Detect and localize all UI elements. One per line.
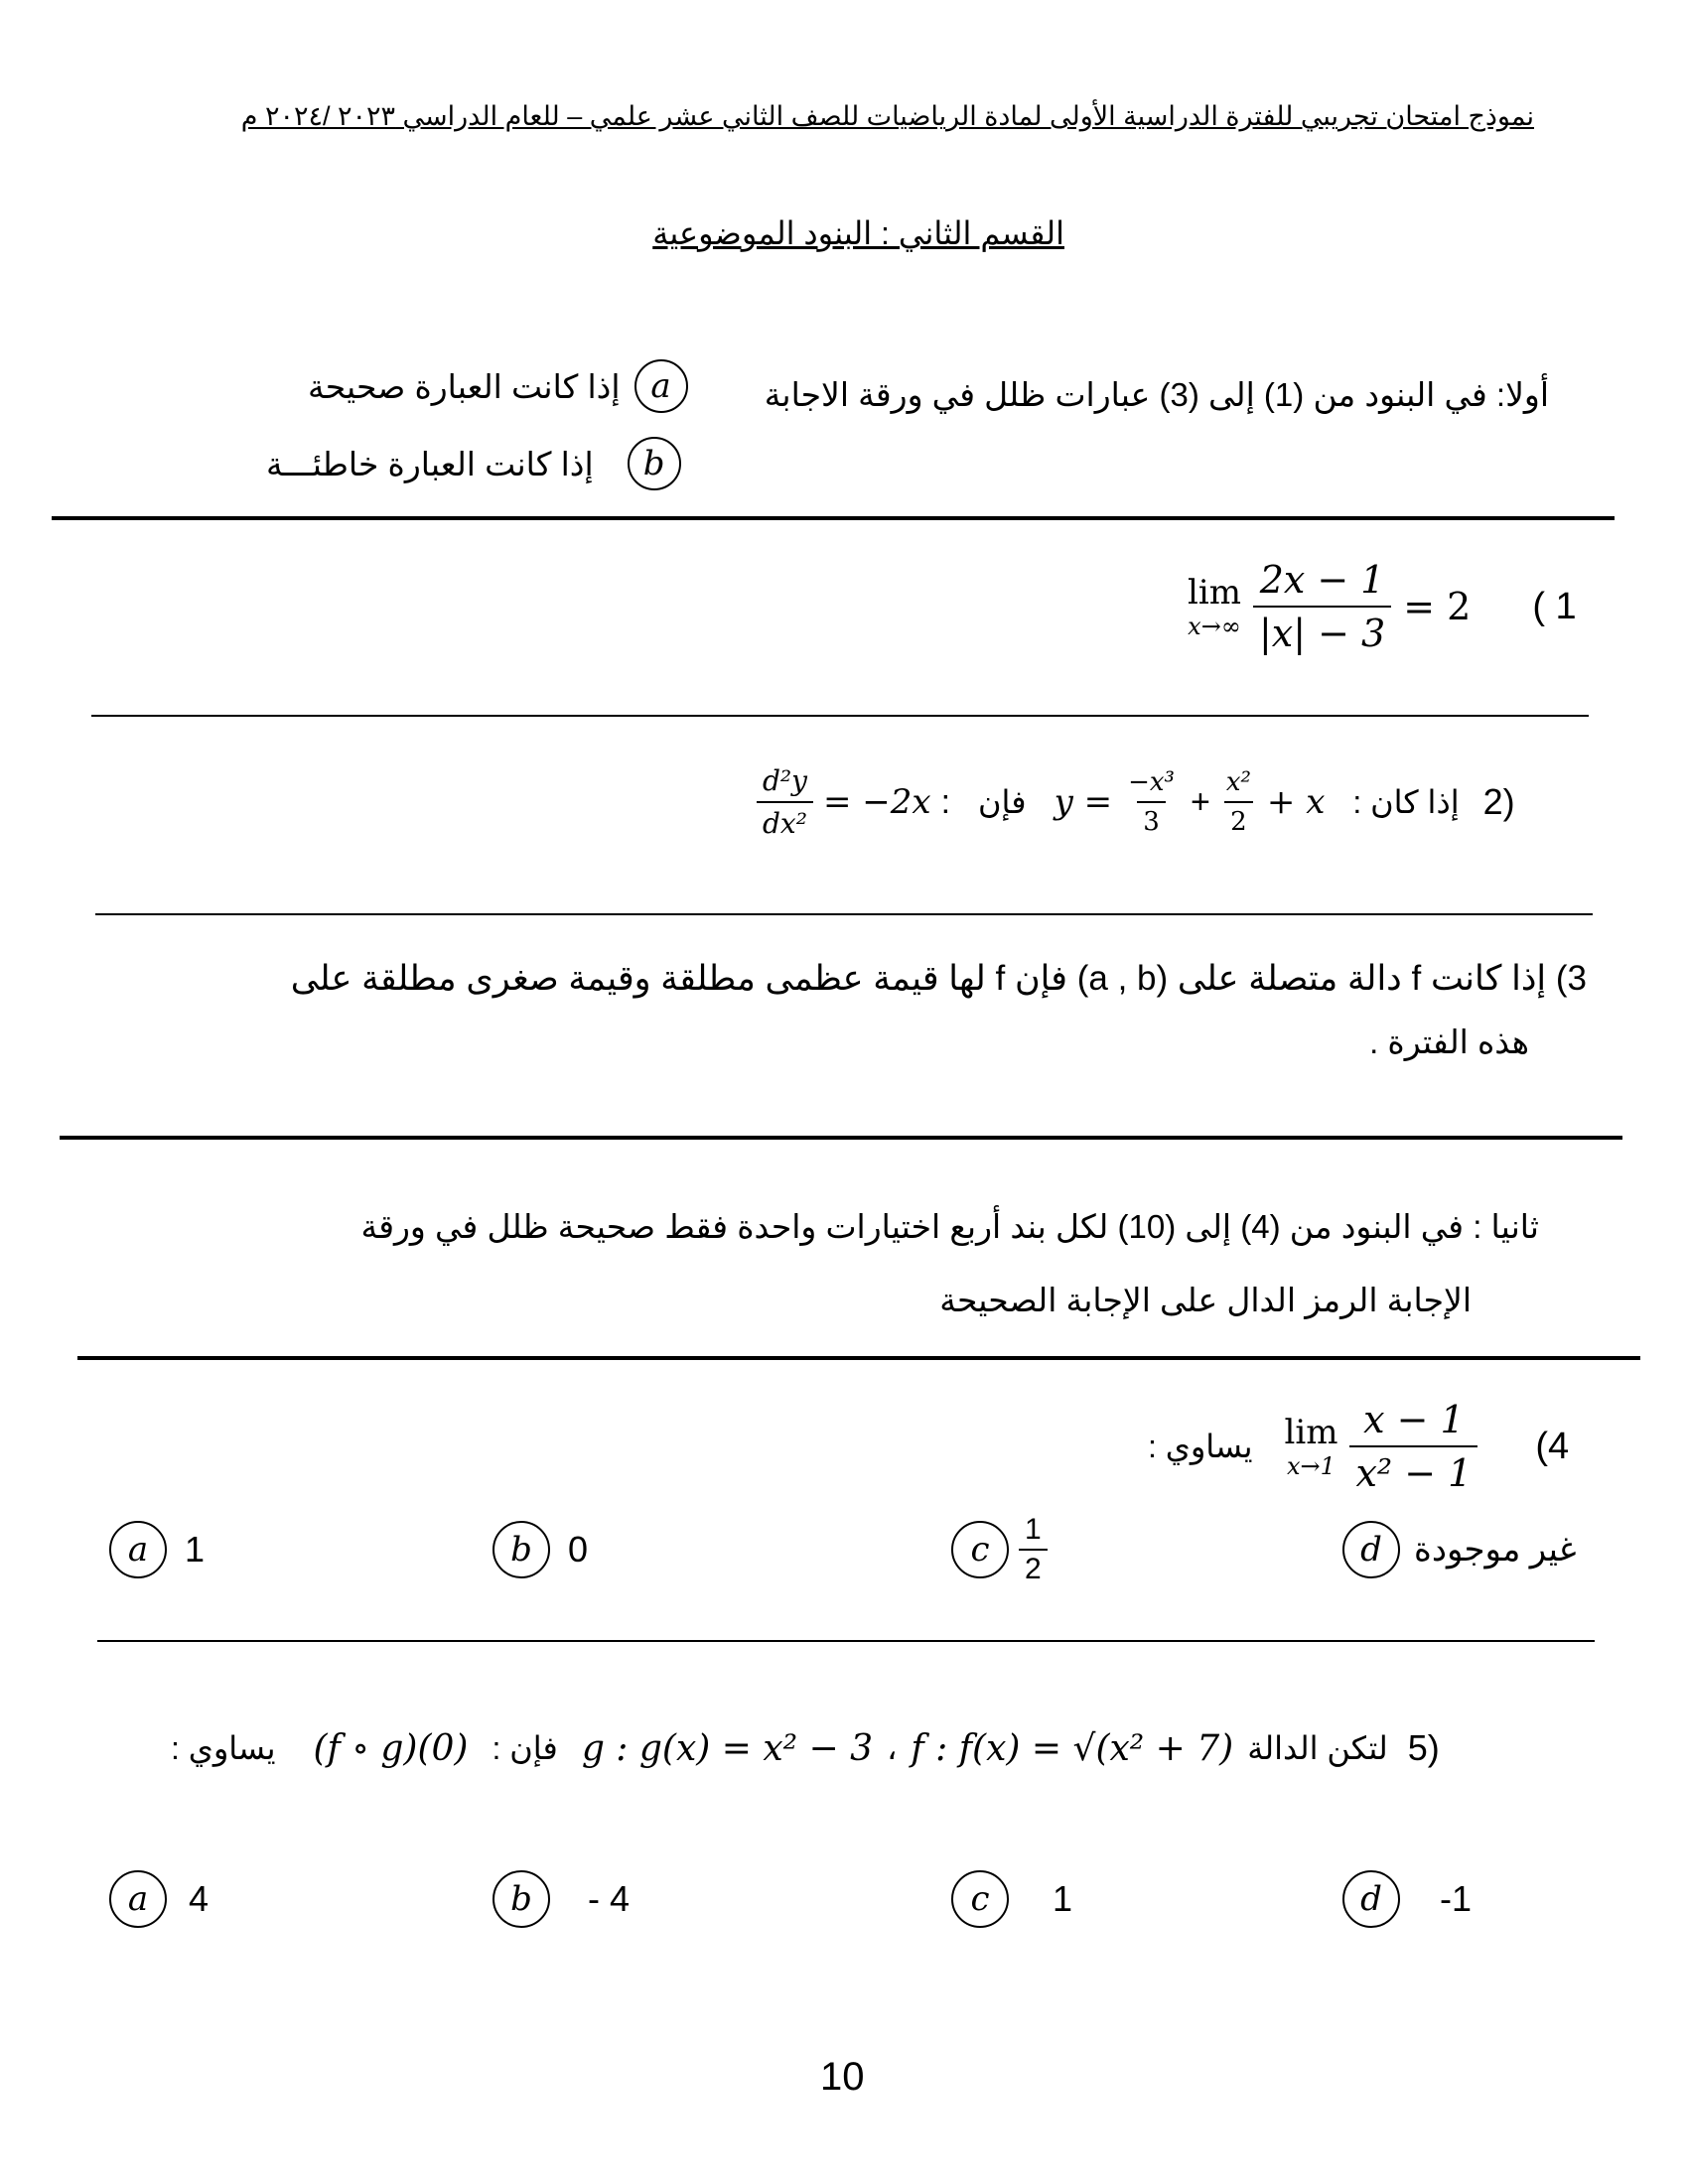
q2-if-text: إذا كان : — [1352, 784, 1460, 820]
exam-header: نموذج امتحان تجريبي للفترة الدراسية الأولى لمادة الرياضيات للصف الثاني عشر علمي – للعام الدراسي ٢٠٢٣ /٢٠٢٤ م — [240, 101, 1534, 131]
q2-plus: + — [1190, 782, 1210, 821]
question-1 — [1188, 558, 1577, 655]
true-label: إذا كانت العبارة صحيحة — [308, 367, 621, 405]
q5-option-b[interactable] — [492, 1870, 630, 1928]
q4-option-d[interactable] — [1342, 1521, 1577, 1578]
q4-option-c-den: 2 — [1019, 1549, 1048, 1586]
option-b-circle: b — [628, 437, 681, 490]
option-a-circle[interactable]: a — [109, 1870, 167, 1928]
q5-option-c-text: 1 — [1053, 1878, 1073, 1919]
q1-denominator: |x| − 3 — [1253, 606, 1391, 655]
q4-option-a[interactable] — [109, 1521, 205, 1578]
q3-number: 3) — [1555, 959, 1587, 998]
q5-then-text: فإن : — [492, 1730, 558, 1766]
q4-lim: lim — [1284, 1413, 1338, 1452]
q5-option-a-text: 4 — [189, 1878, 210, 1919]
divider-thick — [77, 1356, 1640, 1360]
divider — [97, 1640, 1595, 1642]
q1-lim: lim — [1188, 573, 1241, 613]
q2-deriv-num: d²y — [763, 764, 807, 797]
q5-option-b-text: - 4 — [588, 1878, 631, 1919]
q4-option-d-text: غير موجودة — [1414, 1531, 1577, 1569]
q4-lim-sub: x→1 — [1287, 1452, 1336, 1480]
q4-option-c-num: 1 — [1025, 1513, 1042, 1546]
q4-numerator: x − 1 — [1363, 1398, 1465, 1441]
q1-rhs: = 2 — [1403, 585, 1472, 628]
part2-line2: الإجابة الرمز الدال على الإجابة الصحيحة — [939, 1282, 1472, 1318]
q2-y-eq: y = — [1054, 782, 1113, 822]
q2-then-text: فإن — [978, 784, 1027, 820]
q4-option-c[interactable] — [951, 1513, 1048, 1586]
option-d-circle[interactable]: d — [1342, 1521, 1400, 1578]
option-c-circle[interactable]: c — [951, 1521, 1009, 1578]
q4-option-b-text: 0 — [568, 1529, 589, 1570]
q2-deriv-den: dx² — [757, 801, 813, 840]
q2-frac2-num: x² — [1225, 767, 1251, 797]
q5-let-text: لتكن الدالة — [1247, 1730, 1388, 1766]
q2-colon: : — [940, 782, 951, 821]
true-legend — [308, 359, 688, 413]
part2-line1: ثانيا : في البنود من (4) إلى (10) لكل بند أربع اختيارات واحدة فقط صحيحة ظلل في ورقة — [360, 1208, 1539, 1245]
q4-denominator: x² − 1 — [1349, 1445, 1477, 1495]
option-b-circle[interactable]: b — [492, 1521, 550, 1578]
q2-y-tail: + x — [1266, 782, 1326, 822]
false-label: إذا كانت العبارة خاطئـــة — [266, 445, 594, 482]
q1-numerator: 2x − 1 — [1259, 558, 1385, 602]
q5-option-c[interactable] — [951, 1870, 1072, 1928]
q4-number: (4 — [1535, 1425, 1570, 1467]
q5-option-a[interactable] — [109, 1870, 209, 1928]
q3-line2: هذه الفترة . — [1369, 1024, 1529, 1060]
section-title: القسم الثاني : البنود الموضوعية — [652, 215, 1064, 251]
divider — [91, 715, 1589, 717]
option-a-circle: a — [634, 359, 688, 413]
divider-thick — [52, 516, 1615, 520]
q2-deriv-rhs: = −2x — [822, 782, 931, 822]
part1-instruction: أولا: في البنود من (1) إلى (3) عبارات ظلل في ورقة الاجابة — [764, 376, 1549, 413]
q5-composition: (f ∘ g)(0) — [313, 1727, 469, 1769]
q1-number: ( 1 — [1532, 585, 1577, 627]
question-5: يساوي : (f ∘ g)(0) فإن : g : g(x) = x² − 3 ، f : f(x) = √(x² + 7) لتكن الدالة 5) — [171, 1727, 1440, 1769]
q1-lim-sub: x→∞ — [1188, 613, 1241, 640]
q2-number: 2) — [1482, 781, 1515, 822]
q5-option-d[interactable] — [1342, 1870, 1472, 1928]
divider — [95, 913, 1593, 915]
question-2 — [757, 764, 1515, 840]
option-b-circle[interactable]: b — [492, 1870, 550, 1928]
q5-number: 5) — [1407, 1727, 1440, 1768]
q5-f-def: f : f(x) = √(x² + 7) — [911, 1727, 1234, 1769]
q3-line1: إذا كانت f دالة متصلة على (a , b) فإن f لها قيمة عظمى مطلقة وقيمة صغرى مطلقة على — [290, 959, 1547, 998]
q4-equals-text: يساوي : — [1148, 1429, 1253, 1464]
page-number: 10 — [820, 2055, 865, 2099]
false-legend — [266, 437, 681, 490]
option-c-circle[interactable]: c — [951, 1870, 1009, 1928]
question-4 — [1148, 1398, 1569, 1495]
q2-frac2-den: 2 — [1224, 801, 1253, 837]
q2-frac1-num: −x³ — [1128, 767, 1175, 797]
q4-option-b[interactable] — [492, 1521, 588, 1578]
q5-option-d-text: -1 — [1440, 1878, 1473, 1919]
question-3 — [291, 959, 1587, 999]
q2-frac1-den: 3 — [1137, 801, 1166, 837]
option-d-circle[interactable]: d — [1342, 1870, 1400, 1928]
q5-g-def: g : g(x) = x² − 3 — [581, 1727, 874, 1769]
q4-option-a-text: 1 — [185, 1529, 206, 1570]
q5-equals-text: يساوي : — [171, 1730, 276, 1766]
divider-thick — [60, 1136, 1622, 1140]
option-a-circle[interactable]: a — [109, 1521, 167, 1578]
